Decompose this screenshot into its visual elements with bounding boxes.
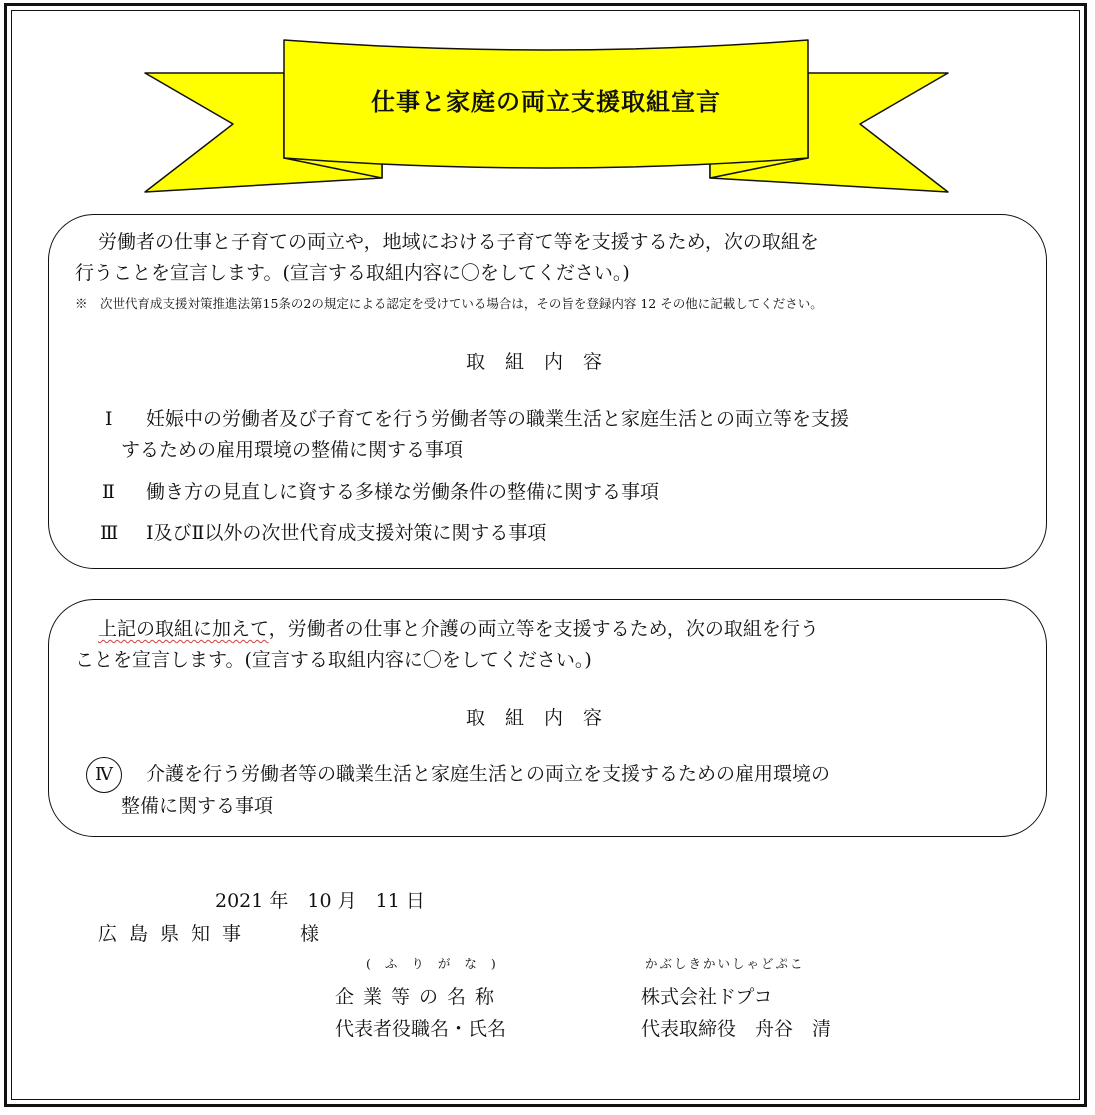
section2-intro-line2: ことを宣言します。(宣言する取組内容に〇をしてください。): [75, 649, 592, 671]
company-value: 株式会社ドプコ: [641, 986, 773, 1008]
section2-heading: 取組内容: [466, 707, 623, 729]
item-4-line1: 介護を行う労働者等の職業生活と家庭生活との両立を支援するための雇用環境の: [146, 763, 831, 785]
section2-intro-underlined: 上記の取組に加えて: [98, 618, 269, 640]
section1-note: ※ 次世代育成支援対策推進法第15条の2の規定による認定を受けている場合は，その旨を登録内容 12 その他に記載してください。: [75, 296, 823, 311]
section2-intro-line1: [98, 620, 819, 639]
item-2-line1: 働き方の見直しに資する多様な労働条件の整備に関する事項: [146, 481, 660, 503]
item-1-line1: 妊娠中の労働者及び子育てを行う労働者等の職業生活と家庭生活との両立等を支援: [146, 408, 850, 430]
item-4-circled-numeral: Ⅳ: [86, 757, 122, 793]
representative-value: 代表取締役 舟谷 清: [641, 1018, 832, 1040]
addressee: 広島県知事: [98, 923, 254, 945]
section1-intro-line2: 行うことを宣言します。(宣言する取組内容に〇をしてください。): [75, 262, 630, 284]
furigana-label: (ふりがな): [366, 956, 510, 971]
item-4-line2: 整備に関する事項: [121, 795, 274, 817]
item-1-numeral: Ⅰ: [105, 408, 113, 430]
item-3-line1: Ⅰ及びⅡ以外の次世代育成支援対策に関する事項: [146, 522, 547, 544]
item-3-numeral: Ⅲ: [100, 522, 119, 544]
furigana-value: かぶしきかいしゃどぷこ: [645, 956, 805, 971]
section1-intro-line1: 労働者の仕事と子育ての両立や，地域における子育て等を支援するため，次の取組を: [98, 231, 819, 253]
item-2-numeral: Ⅱ: [102, 481, 115, 503]
section1-heading: 取組内容: [466, 351, 623, 373]
declaration-date: 2021 年 10 月 11 日: [215, 890, 425, 912]
section2-intro-rest: ，労働者の仕事と介護の両立等を支援するため，次の取組を行う: [268, 618, 819, 640]
representative-label: 代表者役職名・氏名: [335, 1018, 507, 1040]
company-label: 企業等の名称: [335, 986, 504, 1008]
declaration-title: 仕事と家庭の両立支援取組宣言: [371, 88, 721, 116]
item-1-line2: するための雇用環境の整備に関する事項: [121, 439, 464, 461]
addressee-honorific: 様: [300, 923, 320, 945]
